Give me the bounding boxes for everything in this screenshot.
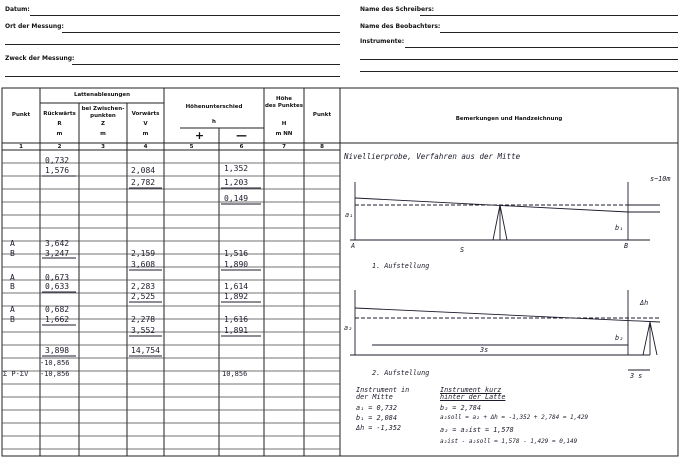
col-vorwaerts: Vorwärts	[131, 111, 160, 117]
entry-m3: 0,149	[224, 194, 249, 203]
col-num-4: 4	[143, 144, 148, 150]
sketch-a1: a₁	[345, 211, 354, 219]
col-num-3: 3	[101, 144, 105, 150]
col-vorwaerts-sym: V	[143, 121, 148, 127]
col-hoehe-sym: H	[281, 121, 287, 127]
notes-left-head: Instrument in der Mitte	[356, 386, 410, 401]
col-vorwaerts-unit: m	[142, 131, 149, 137]
col-punkt-2: Punkt	[312, 112, 332, 118]
col-bemerkungen: Bemerkungen und Handzeichnung	[455, 116, 563, 122]
notes-left-2: b₁ = 2,084	[356, 414, 397, 422]
entry-r2: 1,576	[45, 166, 70, 175]
entry-r7: 0,682	[45, 305, 70, 314]
notes-right-3: a₂ = a₂ist = 1,578	[440, 426, 514, 434]
col-zwischen: bei Zwischen- punkten	[81, 106, 125, 119]
col-lattenablesungen: Lattenablesungen	[73, 92, 131, 98]
col-num-8: 8	[320, 144, 324, 150]
col-rueckwaerts-sym: R	[57, 121, 62, 127]
col-rueckwaerts: Rückwärts	[43, 111, 76, 117]
entry-rdiff: -10,856	[40, 359, 70, 367]
entry-vsum: 14,754	[131, 346, 160, 355]
sketch-dist: 3s	[480, 346, 489, 354]
col-num-5: 5	[189, 144, 194, 150]
sketch-pt-a: A	[351, 242, 356, 250]
entry-v2: 2,782	[131, 178, 156, 187]
entry-m1: 1,352	[224, 164, 249, 173]
entry-v1: 2,084	[131, 166, 156, 175]
entry-r1: 0,732	[45, 156, 70, 165]
entry-m5: 1,890	[224, 260, 249, 269]
entry-r3: 3,642	[45, 239, 70, 248]
entry-m4: 1,516	[224, 249, 249, 258]
col-plus: +	[194, 129, 205, 142]
sketch-angle: Δh	[640, 299, 649, 307]
col-hoehenunterschied: Höhenunterschied	[185, 104, 243, 110]
instrumente-label: Instrumente:	[360, 38, 405, 45]
entry-pB2: B	[10, 282, 15, 291]
sketch-a2: a₂	[344, 324, 353, 332]
entry-rlast: -10,856	[40, 370, 70, 378]
col-num-6: 6	[239, 144, 244, 150]
notes-left-3: Δh = -1,352	[356, 424, 402, 432]
notes-right-head: Instrument kurz hinter der Latte	[440, 386, 506, 401]
col-punkt: Punkt	[11, 112, 31, 118]
col-zwischen-unit: m	[100, 131, 106, 137]
entry-pA2: A	[10, 273, 15, 282]
col-hoehe: Höhe des Punktes	[264, 96, 303, 109]
sketch-s10: s~10m	[650, 175, 671, 183]
schreiber-label: Name des Schreibers:	[360, 6, 435, 13]
ort-label: Ort der Messung:	[5, 23, 64, 30]
entry-v4: 3,608	[131, 260, 156, 269]
entry-m7: 1,892	[224, 292, 249, 301]
entry-m9: 1,891	[224, 326, 249, 335]
entry-m6: 1,614	[224, 282, 249, 291]
entry-sum-label: Σ P-ΣV	[3, 370, 29, 378]
sketch-s: S	[460, 246, 465, 254]
col-minus: —	[236, 129, 247, 142]
sightline-1b	[355, 198, 628, 212]
sketch-pt-b: B	[624, 242, 629, 250]
col-h-sym: h	[212, 119, 216, 125]
datum-label: Datum:	[5, 6, 30, 13]
col-rueckwaerts-unit: m	[56, 131, 63, 137]
notes-right-1: b₂ = 2,784	[440, 404, 481, 412]
entry-m2: 1,203	[224, 178, 249, 187]
entry-r6: 0,633	[45, 282, 70, 291]
entry-v5: 2,283	[131, 282, 156, 291]
entry-v3: 2,159	[131, 249, 156, 258]
notes-right-2: a₂soll = a₂ + Δh = -1,352 + 2,784 = 1,429	[440, 414, 589, 421]
entry-r5: 0,673	[45, 273, 70, 282]
entry-hlast: 10,856	[222, 370, 248, 378]
col-num-2: 2	[57, 144, 62, 150]
notes-right-4: a₂ist - a₂soll = 1,578 - 1,429 = 0,149	[440, 438, 578, 445]
zweck-label: Zweck der Messung:	[5, 55, 75, 62]
entry-m8: 1,616	[224, 315, 249, 324]
entry-v7: 2,278	[131, 315, 156, 324]
sketch-stand2: 2. Aufstellung	[372, 369, 430, 377]
col-num-1: 1	[19, 144, 23, 150]
sketch-b1: b₁	[615, 224, 624, 232]
entry-r4: 3,247	[45, 249, 70, 258]
sketch-b2: b₂	[615, 334, 624, 342]
col-hoehe-unit: m NN	[275, 131, 293, 137]
notes-left-1: a₁ = 0,732	[356, 404, 397, 412]
sketch-three: 3 s	[630, 372, 643, 380]
col-zwischen-sym: Z	[101, 121, 105, 127]
sightline-2b	[355, 308, 660, 322]
entry-v6: 2,525	[131, 292, 156, 301]
sketch-stand1: 1. Aufstellung	[372, 262, 430, 270]
entry-pB1: B	[10, 249, 15, 258]
entry-pA1: A	[10, 239, 15, 248]
entry-pA3: A	[10, 305, 15, 314]
entry-r8: 1,662	[45, 315, 70, 324]
entry-v8: 3,552	[131, 326, 156, 335]
col-num-7: 7	[282, 144, 286, 150]
sketch-title: Nivellierprobe, Verfahren aus der Mitte	[344, 152, 521, 161]
beobachter-label: Name des Beobachters:	[360, 23, 441, 30]
entry-pB3: B	[10, 315, 15, 324]
entry-rsum: 3,898	[45, 346, 70, 355]
